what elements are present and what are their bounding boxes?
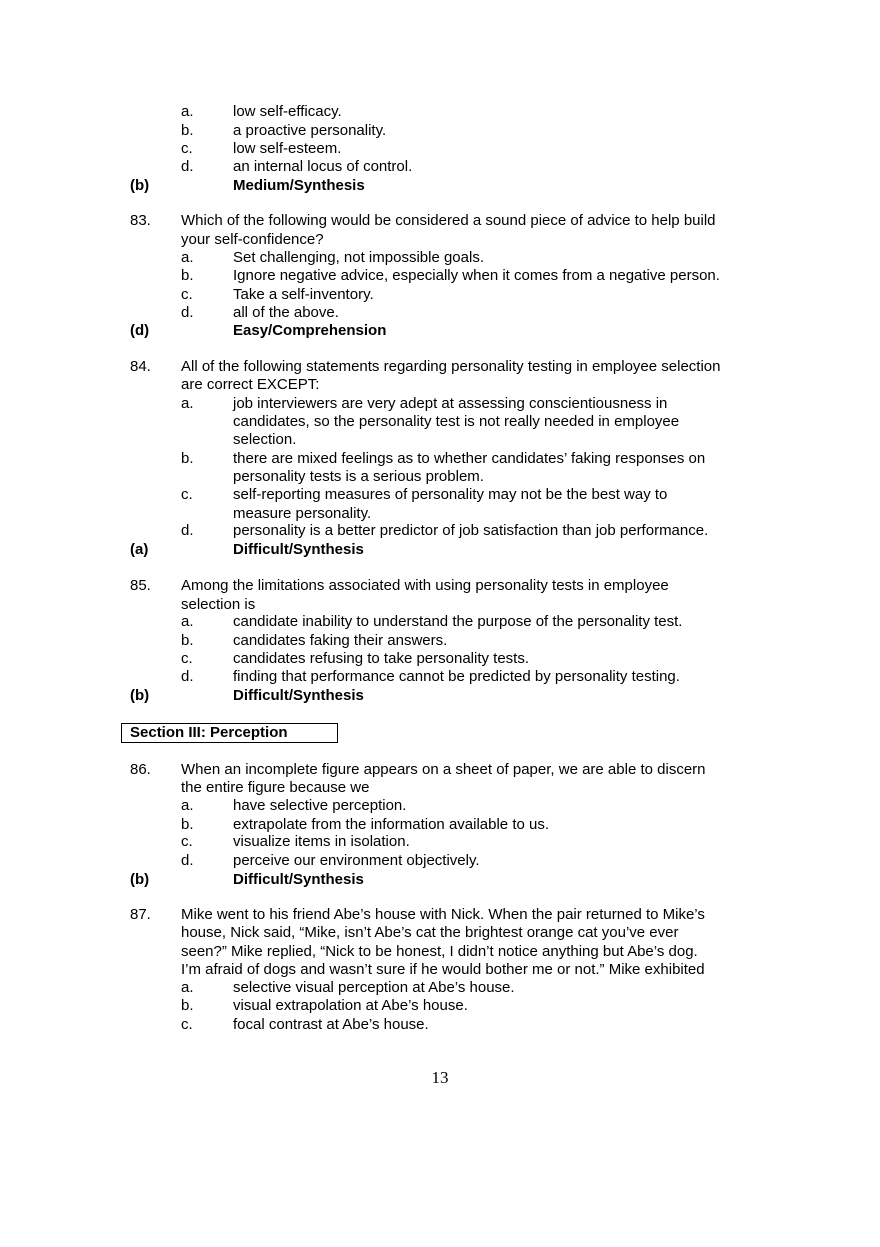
option-text: a proactive personality. — [233, 122, 387, 139]
option-letter: d. — [181, 852, 194, 869]
question-text: the entire figure because we — [181, 779, 370, 796]
difficulty-label: Medium/Synthesis — [233, 177, 365, 194]
option-text: low self-efficacy. — [233, 103, 342, 120]
answer-key: (b) — [130, 687, 150, 704]
option-text: extrapolate from the information available to us. — [233, 816, 550, 833]
option-letter: c. — [181, 650, 193, 667]
option-text: low self-esteem. — [233, 140, 342, 157]
question-number: 83. — [130, 212, 151, 229]
section-heading: Section III: Perception — [121, 723, 338, 743]
option-letter: a. — [181, 613, 194, 630]
question-text: When an incomplete figure appears on a sheet of paper, we are able to discern — [181, 761, 706, 778]
question-number: 85. — [130, 577, 151, 594]
question-text: selection is — [181, 596, 256, 613]
option-text: all of the above. — [233, 304, 339, 321]
question-text: your self-confidence? — [181, 231, 324, 248]
option-text: perceive our environment objectively. — [233, 852, 480, 869]
answer-key: (b) — [130, 871, 150, 888]
option-letter: a. — [181, 395, 194, 412]
option-letter: c. — [181, 833, 193, 850]
option-letter: c. — [181, 286, 193, 303]
option-text: Set challenging, not impossible goals. — [233, 249, 484, 266]
option-letter: b. — [181, 997, 194, 1014]
option-text: candidates refusing to take personality tests. — [233, 650, 530, 667]
question-number: 84. — [130, 358, 151, 375]
option-letter: b. — [181, 122, 194, 139]
question-text: Mike went to his friend Abe’s house with Nick. When the pair returned to Mike’s — [181, 906, 705, 923]
option-letter: b. — [181, 267, 194, 284]
question-text: house, Nick said, “Mike, isn’t Abe’s cat the brightest orange cat you’ve ever — [181, 924, 679, 941]
difficulty-label: Difficult/Synthesis — [233, 687, 364, 704]
option-text: self-reporting measures of personality may not be the best way to — [233, 486, 668, 503]
question-text: are correct EXCEPT: — [181, 376, 320, 393]
option-text: Ignore negative advice, especially when it comes from a negative person. — [233, 267, 720, 284]
option-text: personality tests is a serious problem. — [233, 468, 484, 485]
option-text: an internal locus of control. — [233, 158, 413, 175]
option-text: candidates faking their answers. — [233, 632, 448, 649]
option-text: visual extrapolation at Abe’s house. — [233, 997, 468, 1014]
option-letter: a. — [181, 797, 194, 814]
question-number: 86. — [130, 761, 151, 778]
answer-key: (d) — [130, 322, 150, 339]
option-letter: b. — [181, 450, 194, 467]
option-text: Take a self-inventory. — [233, 286, 374, 303]
question-text: Which of the following would be considered a sound piece of advice to help build — [181, 212, 716, 229]
option-text: visualize items in isolation. — [233, 833, 410, 850]
question-number: 87. — [130, 906, 151, 923]
option-letter: d. — [181, 158, 194, 175]
answer-key: (b) — [130, 177, 150, 194]
option-text: selective visual perception at Abe’s house. — [233, 979, 515, 996]
option-text: finding that performance cannot be predicted by personality testing. — [233, 668, 680, 685]
option-text: candidate inability to understand the purpose of the personality test. — [233, 613, 683, 630]
option-letter: c. — [181, 486, 193, 503]
difficulty-label: Easy/Comprehension — [233, 322, 387, 339]
question-text: seen?” Mike replied, “Nick to be honest, I didn’t notice anything but Abe’s dog. — [181, 943, 698, 960]
option-letter: d. — [181, 522, 194, 539]
option-letter: a. — [181, 249, 194, 266]
option-text: there are mixed feelings as to whether candidates’ faking responses on — [233, 450, 706, 467]
option-letter: d. — [181, 304, 194, 321]
option-text: selection. — [233, 431, 297, 448]
option-letter: d. — [181, 668, 194, 685]
option-text: measure personality. — [233, 505, 372, 522]
option-text: personality is a better predictor of job satisfaction than job performance. — [233, 522, 709, 539]
option-text: focal contrast at Abe’s house. — [233, 1016, 429, 1033]
difficulty-label: Difficult/Synthesis — [233, 871, 364, 888]
option-letter: b. — [181, 816, 194, 833]
option-letter: b. — [181, 632, 194, 649]
answer-key: (a) — [130, 541, 149, 558]
question-text: I’m afraid of dogs and wasn’t sure if he would bother me or not.” Mike exhibited — [181, 961, 705, 978]
option-letter: c. — [181, 140, 193, 157]
page-number: 13 — [431, 1068, 449, 1087]
option-text: have selective perception. — [233, 797, 407, 814]
option-text: candidates, so the personality test is not really needed in employee — [233, 413, 680, 430]
difficulty-label: Difficult/Synthesis — [233, 541, 364, 558]
option-text: job interviewers are very adept at assessing conscientiousness in — [233, 395, 668, 412]
option-letter: a. — [181, 103, 194, 120]
question-text: Among the limitations associated with using personality tests in employee — [181, 577, 669, 594]
option-letter: a. — [181, 979, 194, 996]
option-letter: c. — [181, 1016, 193, 1033]
question-text: All of the following statements regarding personality testing in employee selection — [181, 358, 721, 375]
